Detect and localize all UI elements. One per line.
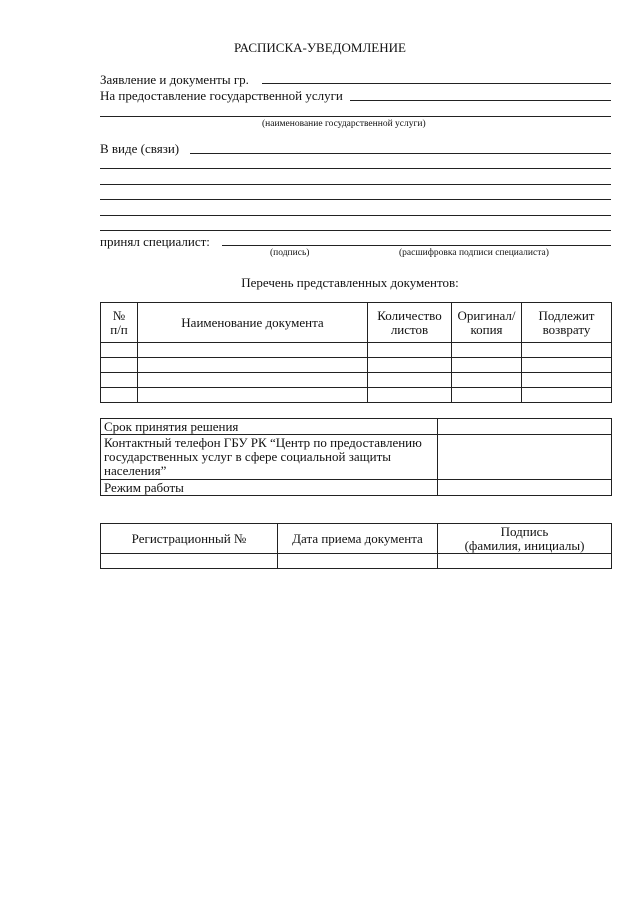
contact-phone-label: Контактный телефон ГБУ РК “Центр по предоставлению государственных услуг в сфере социальной защиты населения” <box>101 435 438 480</box>
cell-original-copy[interactable] <box>452 373 522 388</box>
signature-cell[interactable] <box>438 554 612 569</box>
registration-header-row <box>101 524 612 554</box>
registration-table <box>100 523 612 569</box>
info-row-contact-phone <box>101 435 612 480</box>
cell-number[interactable] <box>101 343 138 358</box>
col-sheets-header: Количество листов <box>368 303 452 343</box>
table-row <box>101 388 612 403</box>
col-number-header: № п/п <box>101 303 138 343</box>
col-original-copy-header: Оригинал/ копия <box>452 303 522 343</box>
applicant-label: Заявление и документы гр. <box>100 72 249 87</box>
form-line-5[interactable] <box>100 215 611 216</box>
specialist-label: принял специалист: <box>100 234 210 249</box>
decision-term-value[interactable] <box>438 419 612 435</box>
cell-return[interactable] <box>522 388 612 403</box>
signature-caption: (подпись) <box>270 248 310 258</box>
cell-sheets[interactable] <box>368 343 452 358</box>
documents-table <box>100 302 612 403</box>
cell-original-copy[interactable] <box>452 343 522 358</box>
info-row-decision-term <box>101 419 612 435</box>
form-label: В виде (связи) <box>100 141 180 156</box>
decision-term-label: Срок принятия решения <box>101 419 438 435</box>
signature-decode-caption: (расшифровка подписи специалиста) <box>399 248 549 258</box>
cell-return[interactable] <box>522 373 612 388</box>
documents-heading: Перечень представленных документов: <box>241 275 459 290</box>
service-line-2[interactable] <box>100 116 611 117</box>
specialist-line[interactable] <box>222 245 611 246</box>
cell-sheets[interactable] <box>368 388 452 403</box>
cell-document-name[interactable] <box>138 358 368 373</box>
signature-header: Подпись (фамилия, инициалы) <box>438 524 612 554</box>
table-row <box>101 373 612 388</box>
applicant-line[interactable] <box>262 83 611 84</box>
form-line-1[interactable] <box>190 153 611 154</box>
registration-number-cell[interactable] <box>101 554 278 569</box>
form-line-4[interactable] <box>100 199 611 200</box>
table-row <box>101 358 612 373</box>
col-return-header: Подлежит возврату <box>522 303 612 343</box>
page-title: РАСПИСКА-УВЕДОМЛЕНИЕ <box>234 40 406 55</box>
cell-document-name[interactable] <box>138 373 368 388</box>
acceptance-date-cell[interactable] <box>278 554 438 569</box>
cell-sheets[interactable] <box>368 373 452 388</box>
work-hours-value[interactable] <box>438 480 612 496</box>
documents-header-row <box>101 303 612 343</box>
table-row <box>101 554 612 569</box>
info-table <box>100 418 612 496</box>
cell-document-name[interactable] <box>138 388 368 403</box>
work-hours-label: Режим работы <box>101 480 438 496</box>
cell-original-copy[interactable] <box>452 388 522 403</box>
contact-phone-value[interactable] <box>438 435 612 480</box>
form-line-2[interactable] <box>100 168 611 169</box>
cell-sheets[interactable] <box>368 358 452 373</box>
cell-return[interactable] <box>522 343 612 358</box>
cell-number[interactable] <box>101 388 138 403</box>
form-line-6[interactable] <box>100 230 611 231</box>
service-label: На предоставление государственной услуги <box>100 88 343 103</box>
cell-return[interactable] <box>522 358 612 373</box>
service-line[interactable] <box>350 100 611 101</box>
table-row <box>101 343 612 358</box>
registration-number-header: Регистрационный № <box>101 524 278 554</box>
cell-number[interactable] <box>101 373 138 388</box>
cell-document-name[interactable] <box>138 343 368 358</box>
col-document-name-header: Наименование документа <box>138 303 368 343</box>
cell-original-copy[interactable] <box>452 358 522 373</box>
service-caption: (наименование государственной услуги) <box>262 119 426 129</box>
acceptance-date-header: Дата приема документа <box>278 524 438 554</box>
form-line-3[interactable] <box>100 184 611 185</box>
info-row-work-hours <box>101 480 612 496</box>
cell-number[interactable] <box>101 358 138 373</box>
